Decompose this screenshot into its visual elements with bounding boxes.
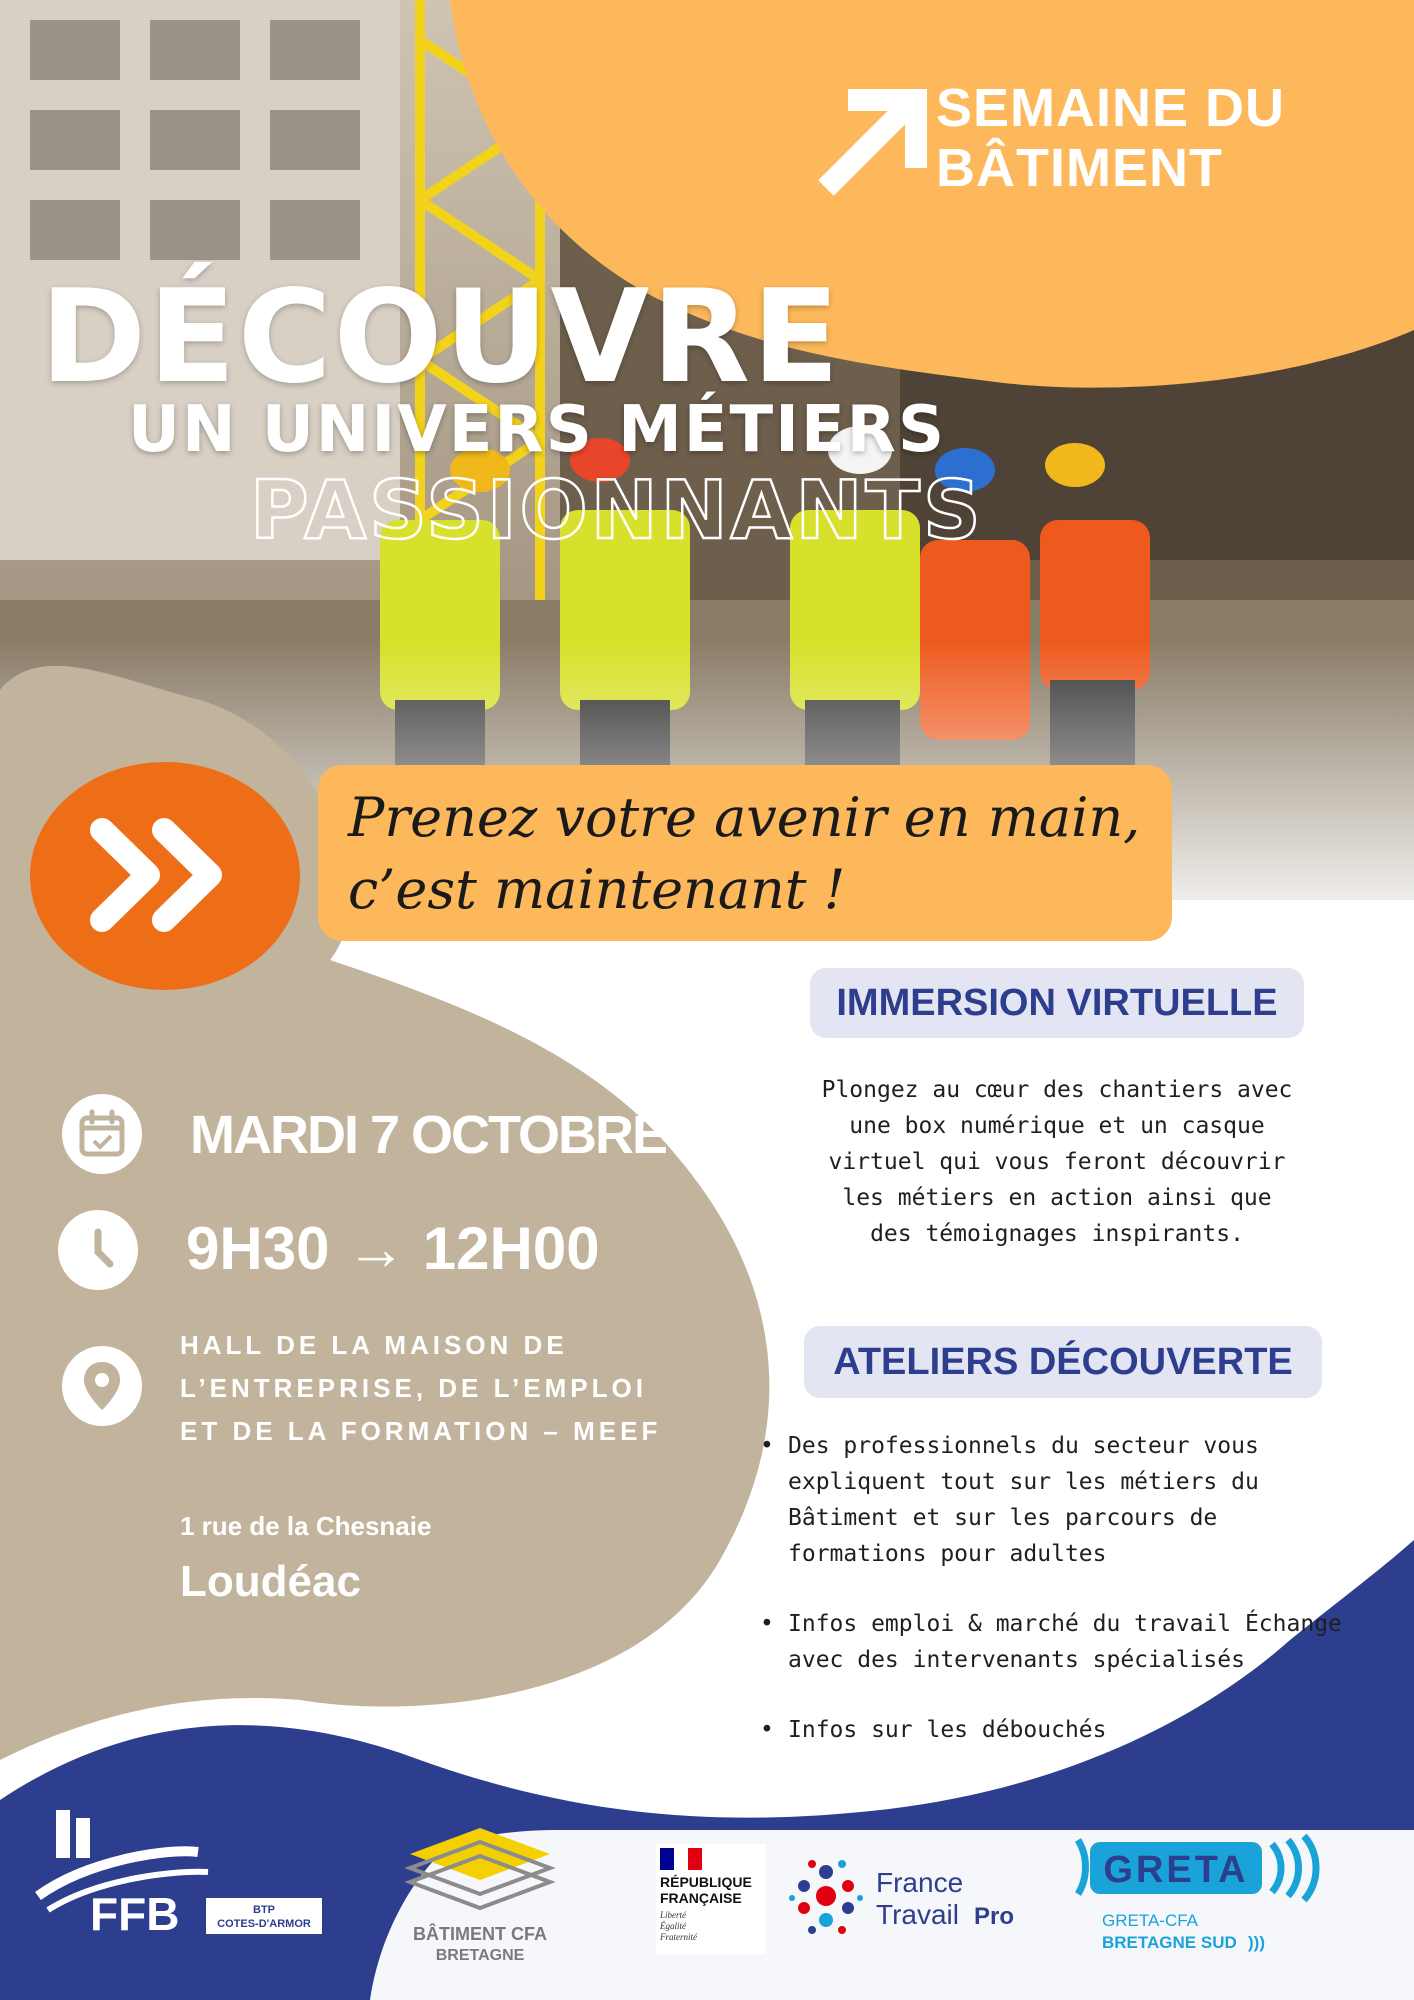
double-chevron-right-icon <box>80 790 250 960</box>
event-venue: HALL DE LA MAISON DE L’ENTREPRISE, DE L’EMPLOI ET DE LA FORMATION – MEEF <box>180 1330 662 1446</box>
ateliers-title: ATELIERS DÉCOUVERTE <box>804 1326 1322 1398</box>
batiment-cfa-logo <box>380 1818 580 1968</box>
list-item: • Des professionnels du secteur vous expliquent tout sur les métiers du Bâtiment et sur les parcours de formations pour adultes <box>758 1428 1348 1572</box>
greta-logo <box>1072 1834 1332 1964</box>
cfa-logo-line1: BÂTIMENT CFA <box>413 1924 547 1944</box>
ft-line1: France <box>876 1867 964 1898</box>
list-item: • Infos sur les débouchés <box>758 1712 1348 1748</box>
tagline-text: Prenez votre avenir en main, c’est maintenant ! <box>348 786 1141 921</box>
rf-line2: FRANÇAISE <box>660 1890 742 1906</box>
calendar-icon <box>62 1094 142 1174</box>
headline-line3: PASSIONNANTS <box>250 464 984 557</box>
svg-text:))): ))) <box>1248 1933 1265 1952</box>
rf-devise1: Liberté <box>660 1910 686 1920</box>
ft-line2: Travail <box>876 1899 959 1930</box>
cfa-logo-line2: BRETAGNE <box>435 1947 525 1964</box>
event-tag <box>936 78 1285 198</box>
marianne-icon <box>660 1848 702 1870</box>
clock-icon <box>58 1210 138 1290</box>
event-city: Loudéac <box>180 1557 361 1606</box>
rf-line1: RÉPUBLIQUE <box>660 1874 752 1890</box>
headline-line1: DÉCOUVRE <box>40 263 842 412</box>
greta-logo-text: GRETA <box>1103 1849 1249 1891</box>
ffb-logo <box>28 1800 328 1940</box>
event-tag-line2: BÂTIMENT <box>936 138 1223 198</box>
ffb-logo-sub1: BTP <box>253 1904 275 1916</box>
ffb-logo-sub2: COTES-D'ARMOR <box>217 1918 311 1930</box>
list-item: • Infos emploi & marché du travail Échange avec des intervenants spécialisés <box>758 1606 1348 1678</box>
immersion-description: Plongez au cœur des chantiers avec une box numérique et un casque virtuel qui vous feront découvrir les métiers en action ainsi que des témoignages inspirants. <box>821 1077 1293 1247</box>
arrow-up-right-icon <box>812 84 930 202</box>
greta-sub1: GRETA-CFA <box>1102 1911 1199 1930</box>
ateliers-list <box>758 1428 1348 1748</box>
rf-devise3: Fraternité <box>660 1932 697 1942</box>
event-street: 1 rue de la Chesnaie <box>180 1511 432 1541</box>
location-pin-icon <box>62 1346 142 1426</box>
event-date: MARDI 7 OCTOBRE <box>190 1105 667 1165</box>
ffb-logo-text: FFB <box>90 1888 180 1940</box>
greta-sub2: BRETAGNE SUD <box>1102 1933 1237 1952</box>
republique-francaise-logo <box>656 1844 766 1954</box>
france-travail-pro-logo <box>786 1846 1046 1946</box>
rf-devise2: Égalité <box>660 1921 686 1931</box>
headline-line2: UN UNIVERS MÉTIERS <box>128 393 947 467</box>
event-tag-line1: SEMAINE DU <box>936 78 1286 138</box>
immersion-title: IMMERSION VIRTUELLE <box>810 968 1304 1038</box>
event-time: 9H30 → 12H00 <box>186 1215 600 1282</box>
ft-suffix: Pro <box>974 1903 1015 1930</box>
france-travail-dots-icon <box>789 1860 863 1934</box>
